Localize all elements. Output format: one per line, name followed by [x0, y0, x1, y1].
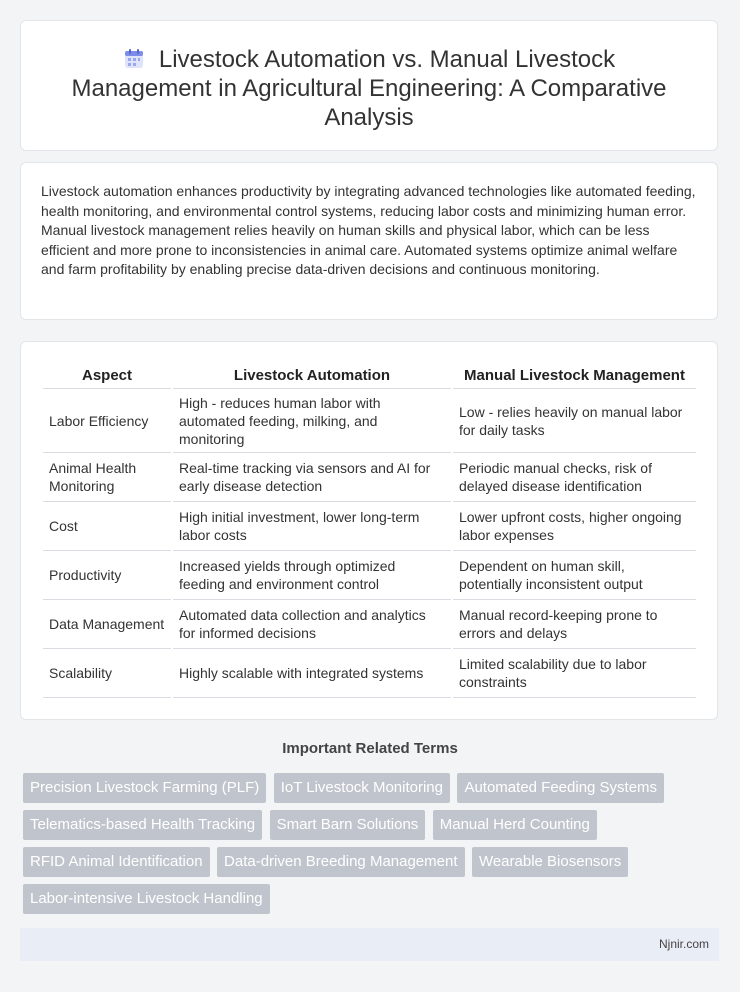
row-manual: Lower upfront costs, higher ongoing labor expenses: [453, 502, 696, 551]
row-automation: High initial investment, lower long-term labor costs: [173, 502, 451, 551]
row-automation: Real-time tracking via sensors and AI for early disease detection: [173, 453, 451, 502]
row-automation: Automated data collection and analytics for informed decisions: [173, 600, 451, 649]
term-tag[interactable]: Smart Barn Solutions: [270, 810, 426, 840]
row-manual: Dependent on human skill, potentially inconsistent output: [453, 551, 696, 600]
row-manual: Limited scalability due to labor constraints: [453, 649, 696, 698]
row-aspect: Data Management: [43, 600, 171, 649]
table-row: [43, 551, 696, 600]
term-tag[interactable]: Automated Feeding Systems: [457, 773, 664, 803]
page-title: [61, 45, 677, 132]
row-aspect: Scalability: [43, 649, 171, 698]
row-automation: Highly scalable with integrated systems: [173, 649, 451, 698]
row-manual: Periodic manual checks, risk of delayed disease identification: [453, 453, 696, 502]
row-aspect: Productivity: [43, 551, 171, 600]
header-livestock-automation: Livestock Automation: [173, 362, 451, 389]
table-row: [43, 600, 696, 649]
comparison-table: [41, 362, 698, 698]
comparison-table-card: [20, 341, 718, 720]
row-aspect: Animal Health Monitoring: [43, 453, 171, 502]
row-automation: Increased yields through optimized feeding and environment control: [173, 551, 451, 600]
term-tag[interactable]: RFID Animal Identification: [23, 847, 210, 877]
term-tag[interactable]: Telematics-based Health Tracking: [23, 810, 262, 840]
table-header-row: [43, 362, 696, 389]
term-tag[interactable]: Manual Herd Counting: [433, 810, 597, 840]
footer: [20, 928, 719, 961]
term-tag[interactable]: Wearable Biosensors: [472, 847, 628, 877]
header-manual-management: Manual Livestock Management: [453, 362, 696, 389]
table-row: [43, 502, 696, 551]
term-tag[interactable]: Precision Livestock Farming (PLF): [23, 773, 266, 803]
related-terms-heading: Important Related Terms: [282, 740, 458, 757]
table-row: [43, 649, 696, 698]
row-manual: Manual record-keeping prone to errors and delays: [453, 600, 696, 649]
term-tag[interactable]: Data-driven Breeding Management: [217, 847, 464, 877]
footer-site-link[interactable]: Njnir.com: [658, 937, 709, 951]
calendar-icon: [123, 48, 145, 70]
related-terms-list: [23, 773, 723, 921]
summary-text: Livestock automation enhances productivity by integrating advanced technologies like automated feeding, health monitoring, and environmental control systems, reducing labor costs and minimizing human error. Manual livestock management relies heavily on human skills and physical labor, which can be less efficient and more prone to inconsistencies in animal care. Automated systems optimize animal welfare and farm profitability by enabling precise data-driven decisions and continuous monitoring.: [41, 183, 696, 277]
summary-card: [20, 162, 718, 320]
page-title-text: Livestock Automation vs. Manual Livestock Management in Agricultural Engineering: A Comparative Analysis: [71, 46, 667, 131]
title-card: [20, 20, 718, 151]
row-manual: Low - relies heavily on manual labor for daily tasks: [453, 389, 696, 453]
row-aspect: Labor Efficiency: [43, 389, 171, 453]
term-tag[interactable]: IoT Livestock Monitoring: [274, 773, 450, 803]
table-row: [43, 453, 696, 502]
row-aspect: Cost: [43, 502, 171, 551]
table-row: [43, 389, 696, 453]
header-aspect: Aspect: [43, 362, 171, 389]
row-automation: High - reduces human labor with automated feeding, milking, and monitoring: [173, 389, 451, 453]
term-tag[interactable]: Labor-intensive Livestock Handling: [23, 884, 270, 914]
